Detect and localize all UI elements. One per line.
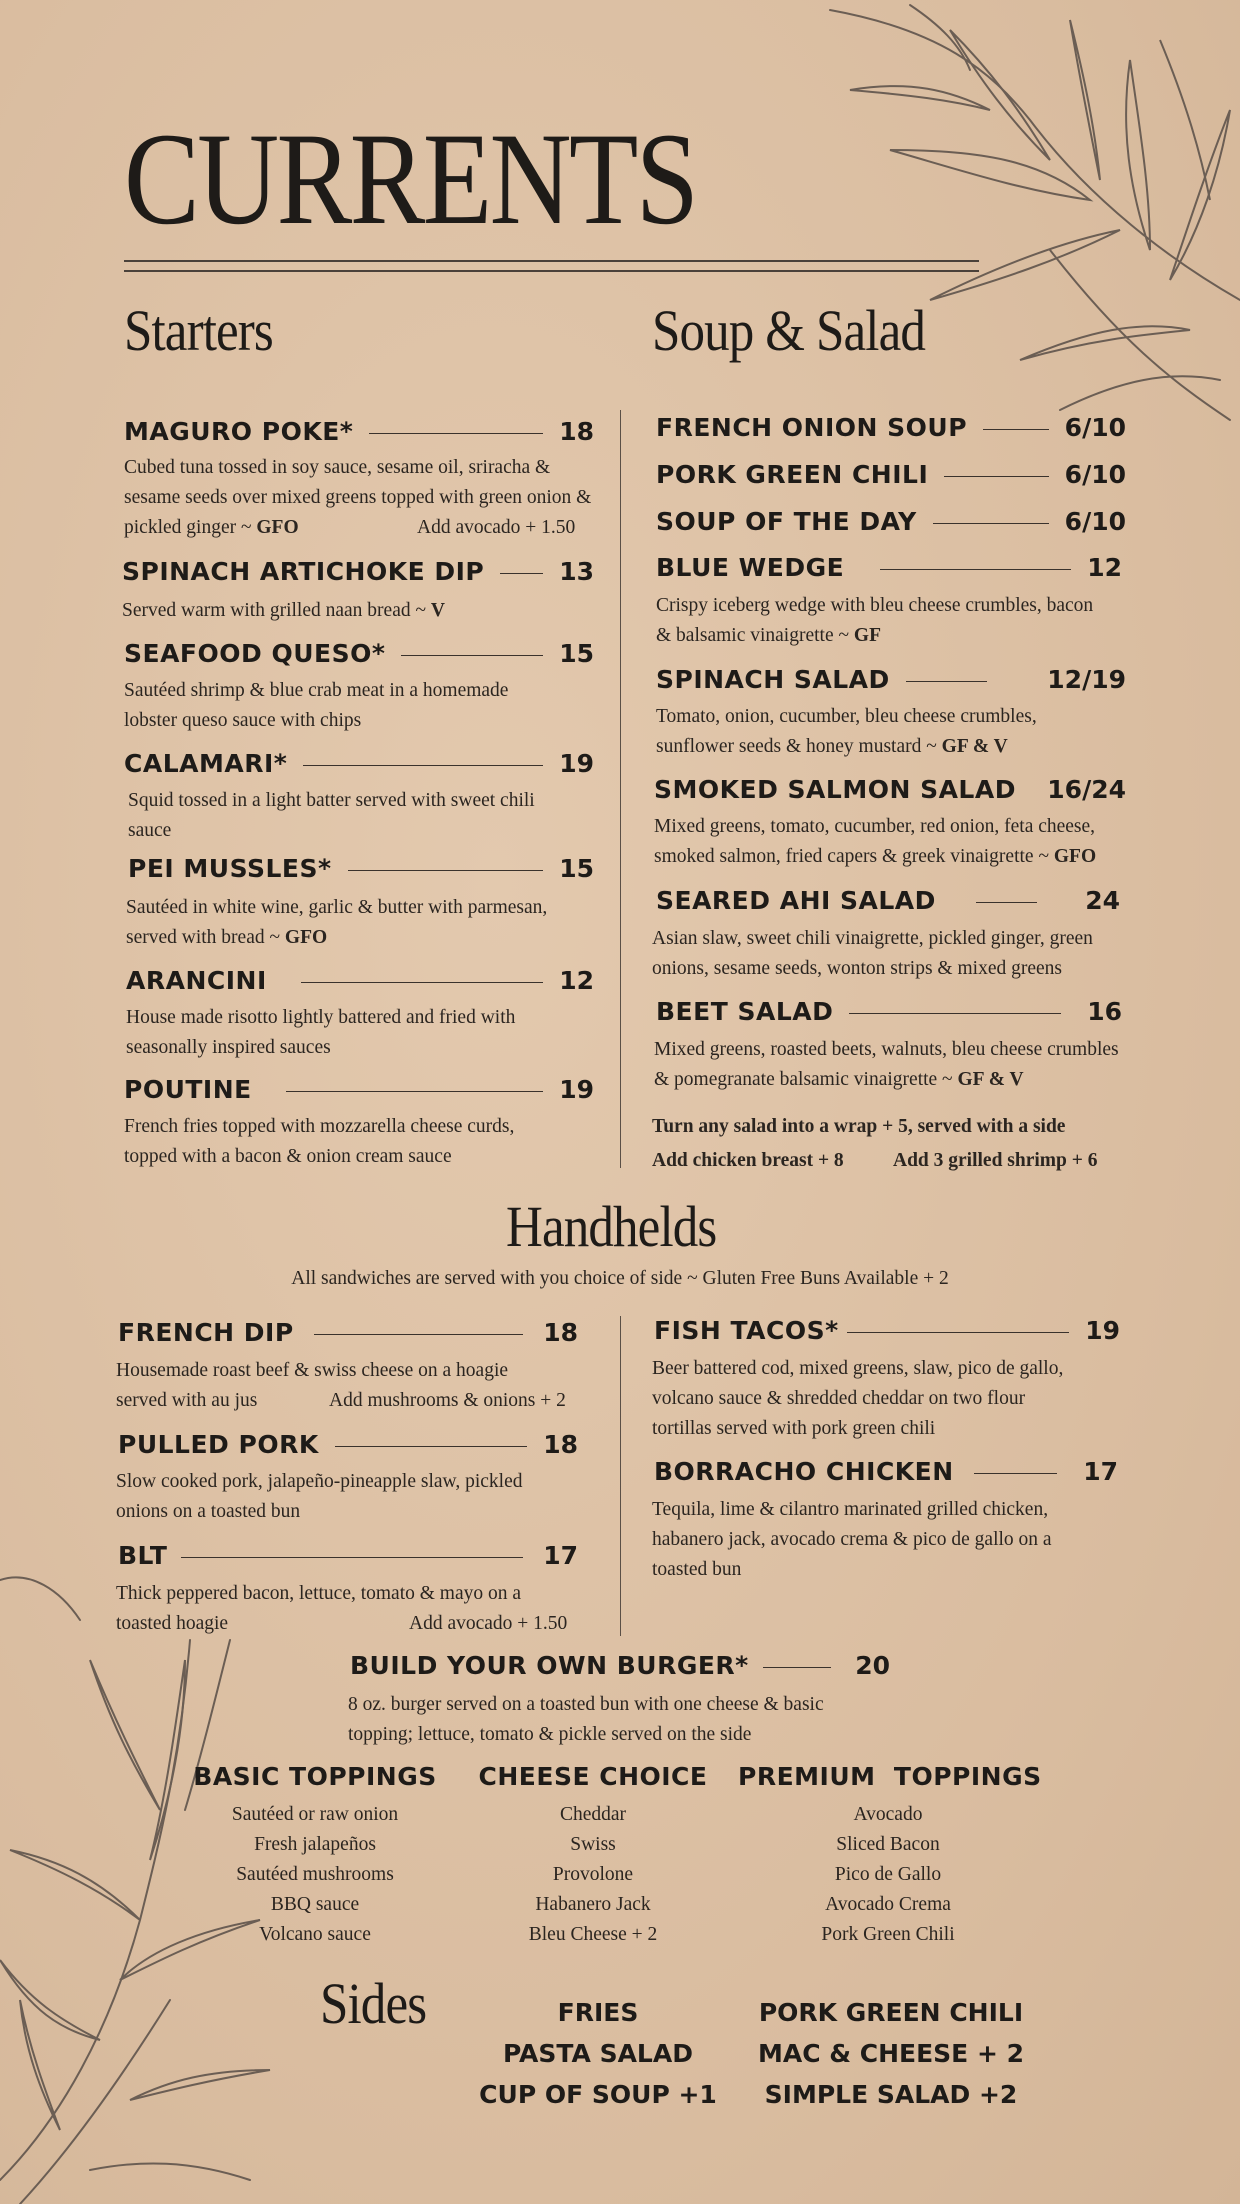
menu-item [656, 550, 1122, 584]
side-item: MAC & CHEESE + 2 [757, 2039, 1025, 2068]
menu-item [126, 963, 594, 997]
menu-item [124, 1072, 594, 1106]
item-name: FRENCH ONION SOUP [656, 412, 968, 442]
menu-item [350, 1648, 890, 1682]
item-price: 19 [559, 1074, 594, 1104]
item-price: 6/10 [1064, 459, 1126, 489]
item-name: SMOKED SALMON SALAD [654, 774, 1016, 804]
side-item: FRIES [557, 1998, 639, 2027]
item-price: 6/10 [1064, 412, 1126, 442]
description-text: Squid tossed in a light batter served with sweet chili sauce [128, 790, 535, 841]
side-item: CUP OF SOUP +1 [479, 2080, 717, 2109]
dietary-tag: V [430, 600, 445, 621]
item-description [116, 1467, 566, 1527]
item-name: BLUE WEDGE [656, 552, 845, 582]
item-name: PEI MUSSLES* [128, 853, 332, 883]
soup-salad-heading: Soup & Salad [652, 298, 926, 363]
menu-item [124, 636, 594, 670]
item-description [654, 812, 1124, 872]
item-price: 18 [559, 416, 594, 446]
item-description [656, 702, 1096, 762]
handhelds-heading: Handhelds [506, 1194, 717, 1259]
menu-item [118, 1538, 578, 1572]
description-text: Slow cooked pork, jalapeño-pineapple slaw, pickled onions on a toasted bun [116, 1471, 523, 1522]
description-text: Sautéed in white wine, garlic & butter with parmesan, served with bread ~ [126, 897, 548, 948]
menu-item [656, 662, 1126, 696]
menu-item [654, 1454, 1118, 1488]
description-text: Housemade roast beef & swiss cheese on a hoagie served with au jus [116, 1360, 509, 1411]
handhelds-subtitle: All sandwiches are served with you choice of side ~ Gluten Free Buns Available + 2 [291, 1268, 949, 1289]
cheese-item: Swiss [570, 1834, 616, 1855]
topping-item: Volcano sauce [259, 1924, 371, 1945]
leader-line [369, 433, 543, 434]
item-name: POUTINE [124, 1074, 252, 1104]
item-description [124, 453, 604, 543]
leader-line [401, 655, 543, 656]
menu-item [124, 746, 594, 780]
leader-line [500, 573, 543, 574]
item-name: FRENCH DIP [118, 1317, 294, 1347]
topping-item: Avocado [853, 1804, 923, 1825]
leader-line [301, 982, 543, 983]
premium-toppings-heading: PREMIUM TOPPINGS [738, 1762, 1042, 1791]
description-text: 8 oz. burger served on a toasted bun with one cheese & basic topping; lettuce, tomato & pickle served on the side [348, 1694, 824, 1745]
description-text: Cubed tuna tossed in soy sauce, sesame oil, sriracha & sesame seeds over mixed greens topped with green onion & pickled ginger ~ [124, 457, 592, 538]
leader-line [974, 1473, 1058, 1474]
item-name: BORRACHO CHICKEN [654, 1456, 954, 1486]
topping-item: Sautéed mushrooms [236, 1864, 394, 1885]
item-price: 12 [559, 965, 594, 995]
item-price: 18 [543, 1317, 578, 1347]
item-description [652, 1495, 1092, 1585]
topping-item: Sliced Bacon [836, 1834, 940, 1855]
topping-item: Avocado Crema [825, 1894, 951, 1915]
item-name: PULLED PORK [118, 1429, 319, 1459]
topping-item: Sautéed or raw onion [231, 1804, 399, 1825]
item-description [122, 596, 602, 626]
leader-line [335, 1446, 527, 1447]
item-name: SEARED AHI SALAD [656, 885, 936, 915]
leader-line [847, 1332, 1070, 1333]
dietary-tag: GF & V [941, 736, 1008, 757]
salad-wrap-note [652, 1112, 1152, 1142]
item-name: MAGURO POKE* [124, 416, 354, 446]
add-on-note: Add avocado + 1.50 [409, 1613, 568, 1634]
menu-item [654, 772, 1126, 806]
restaurant-title: CURRENTS [124, 105, 697, 252]
item-price: 13 [559, 556, 594, 586]
menu-item [124, 414, 594, 448]
description-text: Tequila, lime & cilantro marinated grilled chicken, habanero jack, avocado crema & pico de gallo on a toasted bun [652, 1499, 1052, 1580]
item-price: 15 [559, 638, 594, 668]
description-text: Served warm with grilled naan bread ~ [122, 600, 431, 621]
item-price: 15 [559, 853, 594, 883]
leader-line [906, 681, 988, 682]
basic-toppings-list [186, 1800, 444, 1950]
leader-line [976, 902, 1037, 903]
leader-line [286, 1091, 543, 1092]
topping-item: Fresh jalapeños [254, 1834, 376, 1855]
description-text: French fries topped with mozzarella cheese curds, topped with a bacon & onion cream sauce [124, 1116, 515, 1167]
add-shrimp-note: Add 3 grilled shrimp + 6 [893, 1150, 1098, 1171]
leader-line [763, 1667, 831, 1668]
description-text: Thick peppered bacon, lettuce, tomato & mayo on a toasted hoagie [116, 1583, 522, 1634]
item-description [654, 1035, 1124, 1095]
item-price: 19 [559, 748, 594, 778]
side-item: PASTA SALAD [503, 2039, 693, 2068]
leader-line [933, 523, 1049, 524]
item-name: SOUP OF THE DAY [656, 506, 917, 536]
item-description [124, 676, 564, 736]
starters-heading: Starters [124, 298, 273, 363]
dietary-tag: GFO [256, 517, 299, 538]
item-description [126, 1003, 566, 1063]
cheese-item: Cheddar [559, 1804, 627, 1825]
item-description [116, 1579, 568, 1639]
add-on-note: Add mushrooms & onions + 2 [329, 1390, 566, 1411]
item-description [124, 1112, 564, 1172]
item-name: SPINACH ARTICHOKE DIP [122, 556, 485, 586]
cheese-item: Provolone [552, 1864, 634, 1885]
cheese-choice-list [462, 1800, 724, 1950]
menu-item [656, 457, 1126, 491]
item-name: ARANCINI [126, 965, 267, 995]
item-name: BUILD YOUR OWN BURGER* [350, 1650, 749, 1680]
menu-item [128, 851, 594, 885]
leader-line [303, 765, 543, 766]
add-chicken-note: Add chicken breast + 8 [652, 1150, 844, 1171]
sides-heading: Sides [320, 1971, 427, 2036]
menu-item [656, 504, 1126, 538]
item-description [116, 1356, 566, 1416]
menu-item [118, 1427, 578, 1461]
dietary-tag: GFO [1053, 846, 1097, 867]
topping-item: Pork Green Chili [821, 1924, 955, 1945]
side-item: SIMPLE SALAD +2 [764, 2080, 1018, 2109]
description-text: Crispy iceberg wedge with bleu cheese crumbles, bacon & balsamic vinaigrette ~ [656, 595, 1094, 646]
menu-item [122, 554, 594, 588]
menu-item [656, 883, 1120, 917]
item-price: 20 [855, 1650, 890, 1680]
rosemary-branch-icon [790, 0, 1240, 470]
description-text: Tomato, onion, cucumber, bleu cheese crumbles, sunflower seeds & honey mustard ~ [656, 706, 1037, 757]
item-name: FISH TACOS* [654, 1315, 839, 1345]
item-description [126, 893, 586, 953]
item-price: 17 [1083, 1456, 1118, 1486]
column-divider [620, 1316, 621, 1636]
item-description [128, 786, 568, 846]
item-name: PORK GREEN CHILI [656, 459, 929, 489]
dietary-tag: GF & V [957, 1069, 1024, 1090]
leader-line [314, 1334, 524, 1335]
leader-line [181, 1557, 523, 1558]
menu-item [118, 1315, 578, 1349]
sides-list-right [740, 1992, 1042, 2115]
description-text: Mixed greens, tomato, cucumber, red onion, feta cheese, smoked salmon, fried capers & greek vinaigrette ~ [654, 816, 1096, 867]
side-item: PORK GREEN CHILI [758, 1998, 1024, 2027]
sides-list-left [470, 1992, 726, 2115]
leader-line [944, 476, 1048, 477]
item-price: 16 [1087, 996, 1122, 1026]
menu-item [654, 1313, 1120, 1347]
menu-item [656, 410, 1126, 444]
item-price: 16/24 [1047, 774, 1126, 804]
description-text: Sautéed shrimp & blue crab meat in a homemade lobster queso sauce with chips [124, 680, 509, 731]
cheese-item: Habanero Jack [535, 1894, 651, 1915]
column-divider [620, 410, 621, 1168]
leader-line [983, 429, 1049, 430]
item-name: BEET SALAD [656, 996, 834, 1026]
dietary-tag: GF [853, 625, 881, 646]
item-description [652, 924, 1122, 984]
topping-item: BBQ sauce [270, 1894, 360, 1915]
description-text: Mixed greens, roasted beets, walnuts, bleu cheese crumbles & pomegranate balsamic vinaigrette ~ [654, 1039, 1119, 1090]
item-description [652, 1354, 1082, 1444]
item-name: BLT [118, 1540, 168, 1570]
leader-line [849, 1013, 1061, 1014]
salad-add-ons [652, 1146, 1152, 1176]
leader-line [880, 569, 1071, 570]
item-price: 24 [1085, 885, 1120, 915]
item-price: 12 [1087, 552, 1122, 582]
description-text: Beer battered cod, mixed greens, slaw, pico de gallo, volcano sauce & shredded cheddar on two flour tortillas served with pork green chili [652, 1358, 1064, 1439]
item-price: 18 [543, 1429, 578, 1459]
item-name: CALAMARI* [124, 748, 288, 778]
topping-item: Pico de Gallo [834, 1864, 942, 1885]
item-price: 17 [543, 1540, 578, 1570]
cheese-item: Bleu Cheese + 2 [528, 1924, 658, 1945]
item-price: 12/19 [1047, 664, 1126, 694]
item-price: 19 [1085, 1315, 1120, 1345]
premium-toppings-list [738, 1800, 1038, 1950]
menu-item [656, 994, 1122, 1028]
cheese-choice-heading: CHEESE CHOICE [478, 1762, 708, 1791]
item-description [348, 1690, 848, 1750]
item-name: SEAFOOD QUESO* [124, 638, 386, 668]
description-text: Asian slaw, sweet chili vinaigrette, pickled ginger, green onions, sesame seeds, wonton strips & mixed greens [652, 928, 1093, 979]
add-on-note: Add avocado + 1.50 [417, 517, 576, 538]
title-divider [124, 260, 979, 262]
basic-toppings-heading: BASIC TOPPINGS [193, 1762, 437, 1791]
wrap-note-text: Turn any salad into a wrap + 5, served with a side [652, 1116, 1066, 1137]
leader-line [348, 870, 544, 871]
item-name: SPINACH SALAD [656, 664, 890, 694]
dietary-tag: GFO [284, 927, 328, 948]
description-text: House made risotto lightly battered and fried with seasonally inspired sauces [126, 1007, 516, 1058]
title-divider [124, 270, 979, 272]
item-description [656, 591, 1096, 651]
item-price: 6/10 [1064, 506, 1126, 536]
